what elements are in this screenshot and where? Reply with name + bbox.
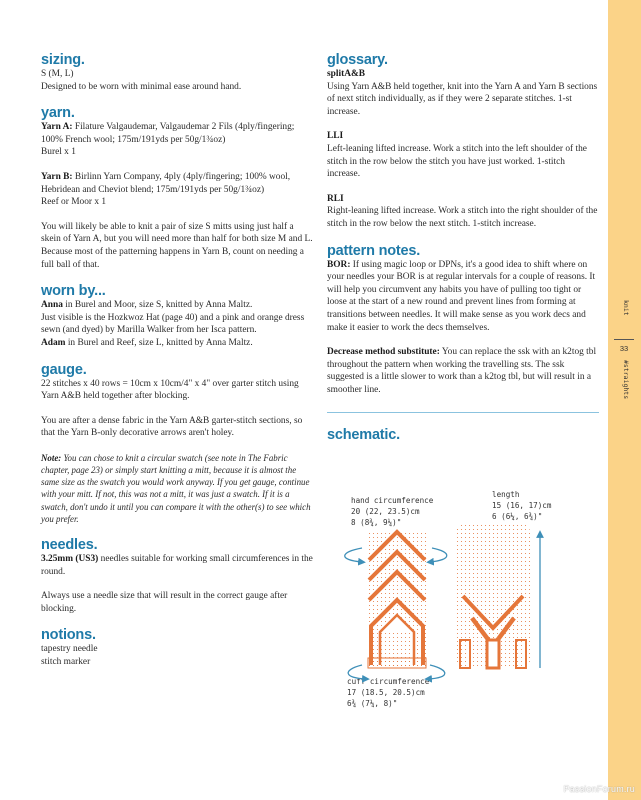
lli-term: LLI (327, 131, 344, 142)
yarn-b (41, 171, 313, 196)
sizing-heading: sizing. (41, 52, 85, 68)
yarn-b-text: Birlinn Yarn Company, 4ply (4ply/fingering; 100% wool, Hebridean and Cheviot blend; 175m/191yds per 50g/1¾oz) (41, 171, 291, 195)
needles-section (41, 537, 313, 615)
length-label: length (492, 490, 520, 499)
schematic-heading: schematic. (327, 427, 400, 444)
decrease-note (327, 346, 599, 396)
pattern-notes-section (327, 243, 599, 397)
length-cm: 15 (16, 17)cm (492, 501, 552, 510)
gauge-note-text: You can chose to knit a circular swatch (see note in The Fabric chapter, page 23) or simply start knitting a mitt, because it is almost the same size as the swatch you would work anyway. If you get gauge, continue with your mitt. If not, this was not a mitt, it was just a swatch. If it is a swatch, don't undo it until you can compare it with the other(s) to see which you prefer. (41, 452, 311, 524)
glossary-definition: Right-leaning lifted increase. Work a stitch into the right shoulder of the stitch in the row below the next stitch. 1-stitch increase. (327, 206, 598, 229)
yarn-a (41, 121, 313, 146)
sizing-ease: Designed to be worn with minimal ease around hand. (41, 81, 242, 92)
gauge-text-2: You are after a dense fabric in the Yarn A&B garter-stitch sections, so that the Yarn B-only decorative arrows aren't holey. (41, 415, 303, 439)
right-column (327, 52, 599, 443)
yarn-a-color: Burel x 1 (41, 147, 76, 158)
cuff-circumference-label: cuff circumference (347, 677, 430, 686)
glossary-heading: glossary. (327, 52, 388, 68)
section-label: knit (622, 300, 630, 316)
yarn-heading: yarn. (41, 105, 75, 122)
needles-advice: Always use a needle size that will result in the correct gauge after blocking. (41, 591, 288, 614)
bor-label: BOR: (327, 259, 351, 270)
notions-item: tapestry needle (41, 644, 98, 655)
mitt-side-view (456, 524, 540, 668)
worn-by-heading: worn by... (41, 283, 106, 300)
yarn-a-label: Yarn A: (41, 122, 73, 133)
hand-circumference-label: hand circumference (351, 496, 434, 505)
pattern-notes-heading: pattern notes. (327, 242, 421, 259)
gauge-note-label: Note: (41, 452, 62, 463)
sizing-section (41, 52, 313, 93)
hand-circumference-cm: 20 (22, 23.5)cm (351, 507, 420, 516)
yarn-a-text: Filature Valgaudemar, Valgaudemar 2 Fils (4ply/fingering; 100% French wool; 175m/191yds per 50g/1¾oz) (41, 122, 295, 145)
needles-label: 3.25mm (US3) (41, 554, 99, 565)
watermark: PassionForum.ru (563, 784, 635, 794)
worn-by-section (41, 283, 313, 349)
sizing-sizes: S (M, L) (41, 69, 74, 79)
glossary-term (327, 193, 599, 206)
worn-by-adam (41, 337, 313, 350)
gauge-text-1: 22 stitches x 40 rows = 10cm x 10cm/4" x 4" over garter stitch using Yarn A&B held together after blocking. (41, 378, 299, 402)
yarn-b-label: Yarn B: (41, 171, 73, 182)
anna-text: in Burel and Moor, size S, knitted by Anna Maltz. (62, 300, 253, 311)
adam-text: in Burel and Reef, size L, knitted by Anna Maltz. (65, 337, 253, 348)
cuff-circumference-in: 6¾ (7¼, 8)" (347, 699, 398, 708)
decrease-label: Decrease method substitute: (327, 347, 440, 358)
section-divider (327, 412, 599, 413)
anna-label: Anna (41, 300, 63, 311)
gauge-heading: gauge. (41, 361, 87, 378)
worn-by-anna (41, 299, 313, 312)
mitt-front-view (345, 530, 447, 679)
yarn-b-color: Reef or Moor x 1 (41, 197, 107, 208)
bor-text: If using magic loop or DPNs, it's a good idea to shift where on your needles your BOR is at regular intervals for a couple of reasons. It will help you circumvent any habits you have of pulling too tight or loose at the start of a new round and prevent lines from forming at transitions between needles. It will make sense as you work decs and make it easier to work the decs themselves. (327, 259, 596, 333)
gauge-section (41, 362, 313, 526)
split-term: splitA&B (327, 69, 366, 79)
gauge-note (41, 452, 313, 525)
notions-section (41, 627, 313, 668)
bor-note (327, 259, 599, 335)
adam-label: Adam (41, 337, 66, 348)
series-label: #straights (622, 360, 630, 400)
glossary-term (327, 130, 599, 143)
hand-circumference-in: 8 (8¾, 9¼)" (351, 518, 402, 527)
needles-size (41, 553, 313, 578)
notions-item: stitch marker (41, 657, 91, 668)
decrease-text: You can replace the ssk with an k2tog tbl throughout the pattern when working the travelling sts. The ssk suggested is a little slower to work than a k2tog tbl, but will result in a smoother line. (327, 347, 597, 395)
length-in: 6 (6¼, 6¾)" (492, 512, 543, 521)
needles-text: needles suitable for working small circumferences in the round. (41, 554, 313, 577)
rli-term: RLI (327, 193, 344, 204)
left-column (41, 52, 313, 681)
glossary-term (327, 68, 599, 81)
yarn-section (41, 105, 313, 271)
needles-heading: needles. (41, 537, 98, 554)
notions-heading: notions. (41, 627, 96, 644)
cuff-circumference-cm: 17 (18.5, 20.5)cm (347, 688, 425, 697)
yarn-note: You will likely be able to knit a pair of size S mitts using just half a skein of Yarn A, but you will need more than half for both size M and L. Because most of the patterning happens in Yarn B, count on needing a full ball of that. (41, 221, 313, 270)
tab-divider (614, 339, 634, 340)
glossary-definition: Using Yarn A&B held together, knit into the Yarn A and Yarn B sections of next stitch individually, as if they were 2 separate stitches. 1-st increase. (327, 81, 598, 117)
worn-by-visible: Just visible is the Hozkwoz Hat (page 40) and a pink and orange dress sewn (and dyed) by Marilla Walker from her Isca pattern. (41, 312, 305, 336)
page-number: 33 (619, 344, 629, 353)
glossary-definition: Left-leaning lifted increase. Work a stitch into the left shoulder of the stitch in the row below the stitch you have just worked. 1-stitch increase. (327, 143, 587, 180)
glossary-section (327, 52, 599, 231)
